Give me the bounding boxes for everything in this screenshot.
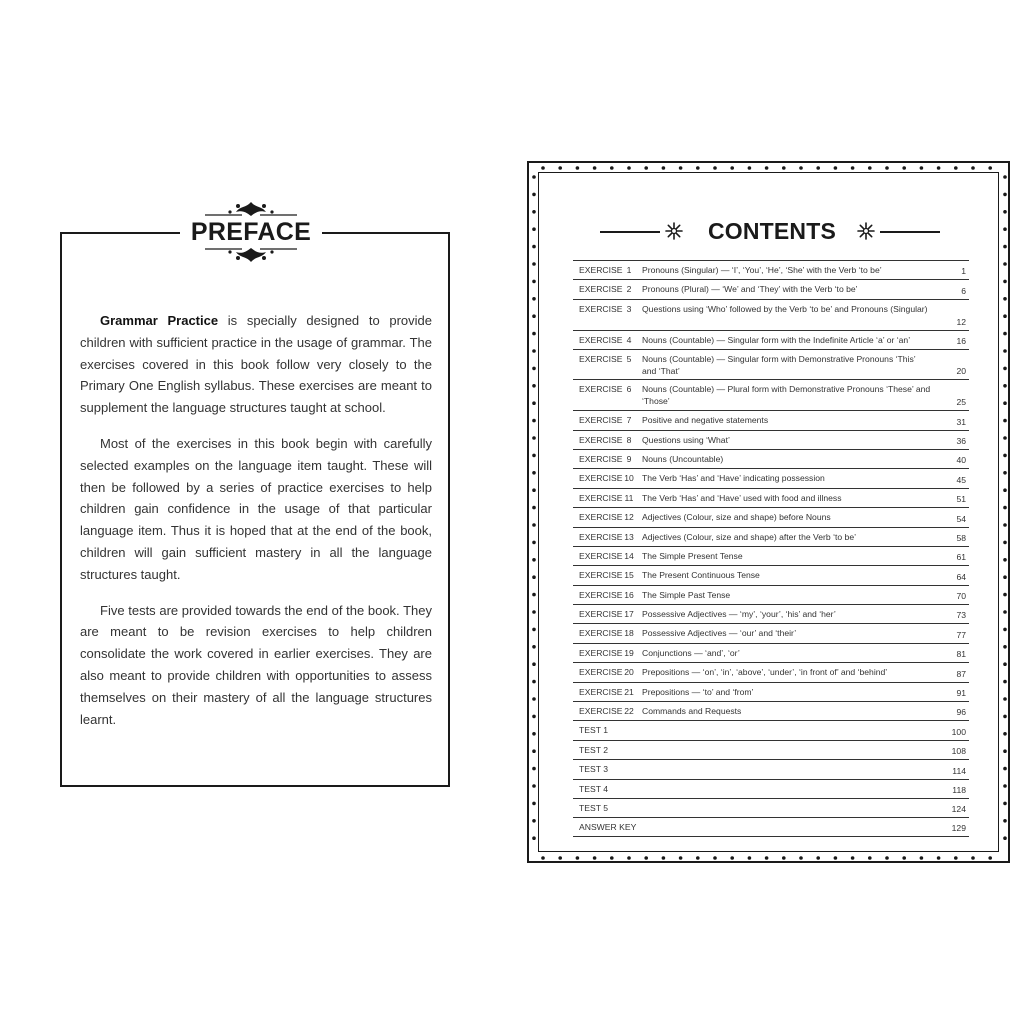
toc-entry-page: 108 xyxy=(951,746,966,757)
toc-entry-title: Conjunctions — ‘and’, ‘or’ xyxy=(642,647,740,658)
toc-entry-page: 114 xyxy=(952,765,966,776)
toc-row xyxy=(573,604,969,623)
preface-paragraph xyxy=(80,310,432,419)
toc-row xyxy=(573,527,969,546)
toc-entry-page: 73 xyxy=(956,610,966,621)
toc-entry-label: EXERCISE xyxy=(579,453,623,464)
toc-entry-page: 45 xyxy=(956,474,966,485)
toc-entry-label: EXERCISE xyxy=(579,647,623,658)
heading-rule xyxy=(600,231,660,233)
toc-entry-number: 5 xyxy=(626,354,632,365)
toc-row xyxy=(573,330,969,349)
toc-entry-page: 58 xyxy=(956,532,966,543)
toc-entry-title: Prepositions — ‘on’, ‘in’, ‘above’, ‘under’, ‘in front of’ and ‘behind’ xyxy=(642,667,888,678)
toc-entry-title: The Present Continuous Tense xyxy=(642,570,760,581)
toc-entry-number: 15 xyxy=(624,570,634,581)
toc-entry-label: EXERCISE xyxy=(579,265,623,275)
toc-entry-number: 14 xyxy=(624,550,634,561)
toc-entry-label: EXERCISE xyxy=(579,303,623,314)
toc-entry-label: TEST 4 xyxy=(579,783,608,794)
toc-entry-page: 77 xyxy=(956,629,966,640)
toc-entry-page: 87 xyxy=(956,668,966,679)
toc-row xyxy=(573,565,969,584)
toc-entry-number: 12 xyxy=(624,512,634,523)
toc-entry-title: Positive and negative statements xyxy=(642,415,769,426)
toc-entry-title: Prepositions — ‘to’ and ‘from’ xyxy=(642,686,754,697)
toc-entry-number: 17 xyxy=(624,609,634,620)
toc-entry-page: 16 xyxy=(956,336,966,347)
toc-row xyxy=(573,701,969,720)
flourish-ornament-icon xyxy=(180,200,322,218)
toc-entry-number: 20 xyxy=(624,667,634,678)
toc-entry-page: 61 xyxy=(956,552,966,563)
toc-row xyxy=(573,449,969,468)
toc-entry-page: 31 xyxy=(956,416,966,427)
toc-entry-title: Pronouns (Plural) — ‘We’ and ‘They’ with the Verb ‘to be’ xyxy=(642,284,858,295)
toc-entry-label: EXERCISE xyxy=(579,384,623,395)
contents-table xyxy=(573,260,969,837)
toc-entry-title: Adjectives (Colour, size and shape) after the Verb ‘to be’ xyxy=(642,531,857,542)
toc-entry-title: Questions using ‘What’ xyxy=(642,434,730,445)
toc-entry-page: 40 xyxy=(956,455,966,466)
toc-row xyxy=(573,488,969,507)
toc-row xyxy=(573,430,969,449)
heading-rule xyxy=(880,231,940,233)
toc-entry-page: 91 xyxy=(956,688,966,699)
toc-entry-label: ANSWER KEY xyxy=(579,822,637,833)
toc-entry-title: The Simple Present Tense xyxy=(642,550,743,561)
toc-row xyxy=(573,759,969,778)
toc-row xyxy=(573,260,969,279)
toc-entry-number: 16 xyxy=(624,589,634,600)
contents-title: CONTENTS xyxy=(707,218,837,244)
toc-entry-label: EXERCISE xyxy=(579,706,623,717)
toc-entry-number: 6 xyxy=(626,384,632,395)
toc-entry-number: 4 xyxy=(626,334,632,345)
toc-entry-title: Commands and Requests xyxy=(642,706,742,717)
preface-paragraph-text: is specially designed to provide children with sufficient practice in the usage of grammar. The exercises covered in this book follow very closely to the Primary One English syllabus. These exercises are meant to supplement the language structures taught at school. xyxy=(80,313,432,416)
toc-entry-title: Nouns (Uncountable) xyxy=(642,453,724,464)
toc-entry-label: EXERCISE xyxy=(579,570,623,581)
toc-row xyxy=(573,740,969,759)
flourish-ornament-icon xyxy=(180,246,322,264)
toc-entry-number: 19 xyxy=(624,647,634,658)
toc-row xyxy=(573,507,969,526)
preface-title: PREFACE xyxy=(190,218,312,246)
toc-entry-title: Adjectives (Colour, size and shape) before Nouns xyxy=(642,512,831,523)
toc-entry-label: TEST 5 xyxy=(579,802,608,813)
toc-row xyxy=(573,662,969,681)
toc-entry-number: 11 xyxy=(624,492,634,503)
toc-entry-label: EXERCISE xyxy=(579,628,623,639)
snowflake-ornament-icon xyxy=(856,221,876,241)
preface-body xyxy=(80,310,432,744)
toc-entry-title: Possessive Adjectives — ‘our’ and ‘their’ xyxy=(642,628,797,639)
toc-entry-label: EXERCISE xyxy=(579,512,623,523)
toc-entry-title: Nouns (Countable) — Plural form with Demonstrative Pronouns ‘These’ and ‘Those’ xyxy=(642,384,931,406)
toc-entry-label: EXERCISE xyxy=(579,473,623,484)
toc-entry-label: EXERCISE xyxy=(579,434,623,445)
toc-row xyxy=(573,798,969,817)
snowflake-ornament-icon xyxy=(664,221,684,241)
toc-entry-label: EXERCISE xyxy=(579,667,623,678)
toc-entry-page: 96 xyxy=(956,707,966,718)
toc-entry-page: 25 xyxy=(956,397,966,408)
toc-entry-page: 51 xyxy=(956,494,966,505)
toc-entry-label: EXERCISE xyxy=(579,284,623,295)
toc-row xyxy=(573,379,969,410)
toc-entry-label: EXERCISE xyxy=(579,589,623,600)
contents-heading xyxy=(600,213,940,249)
preface-paragraph-text: Five tests are provided towards the end of the book. They are meant to be revision exercises to help children consolidate the work covered in earlier exercises. They are also meant to provide children with opportunities to assess themselves on their mastery of all the language structures learnt. xyxy=(80,602,432,727)
preface-paragraph xyxy=(80,433,432,586)
toc-entry-number: 9 xyxy=(626,453,632,464)
toc-entry-number: 21 xyxy=(624,686,634,697)
toc-entry-page: 20 xyxy=(956,366,966,377)
toc-entry-label: EXERCISE xyxy=(579,609,623,620)
toc-entry-title: Questions using ‘Who’ followed by the Verb ‘to be’ and Pronouns (Singular) xyxy=(642,303,928,314)
toc-row xyxy=(573,546,969,565)
toc-entry-page: 64 xyxy=(956,571,966,582)
toc-entry-label: EXERCISE xyxy=(579,531,623,542)
toc-row xyxy=(573,682,969,701)
toc-entry-page: 54 xyxy=(956,513,966,524)
toc-entry-number: 3 xyxy=(626,303,632,314)
toc-row xyxy=(573,720,969,739)
toc-entry-title: Nouns (Countable) — Singular form with Demonstrative Pronouns ‘This’ and ‘That’ xyxy=(642,354,916,376)
toc-entry-page: 118 xyxy=(952,784,966,795)
toc-entry-number: 13 xyxy=(624,531,634,542)
toc-entry-number: 2 xyxy=(626,284,632,295)
toc-entry-label: EXERCISE xyxy=(579,550,623,561)
book-title-bold: Grammar Practice xyxy=(100,313,219,328)
toc-entry-label: EXERCISE xyxy=(579,492,623,503)
toc-entry-label: EXERCISE xyxy=(579,686,623,697)
toc-entry-label: TEST 3 xyxy=(579,764,608,775)
toc-entry-number: 18 xyxy=(624,628,634,639)
toc-entry-number: 7 xyxy=(626,415,632,426)
toc-entry-title: The Simple Past Tense xyxy=(642,589,731,600)
toc-entry-title: Nouns (Countable) — Singular form with the Indefinite Article ‘a’ or ‘an’ xyxy=(642,334,911,345)
toc-entry-label: TEST 1 xyxy=(579,725,608,736)
preface-paragraph xyxy=(80,600,432,731)
toc-entry-number: 1 xyxy=(626,265,632,275)
toc-row xyxy=(573,643,969,662)
toc-entry-title: Possessive Adjectives — ‘my’, ‘your’, ‘his’ and ‘her’ xyxy=(642,609,836,620)
toc-row xyxy=(573,623,969,642)
toc-entry-page: 1 xyxy=(961,266,966,277)
toc-entry-page: 129 xyxy=(951,822,966,833)
preface-paragraph-text: Most of the exercises in this book begin with carefully selected examples on the language item taught. These will then be followed by a series of practice exercises to help children gain confidence in the usage of that particular language item. Thus it is hoped that at the end of the book, children will gain sufficient mastery in all the language structures taught. xyxy=(80,435,432,582)
toc-entry-page: 70 xyxy=(956,591,966,602)
toc-entry-page: 36 xyxy=(956,435,966,446)
toc-entry-page: 100 xyxy=(951,726,966,737)
toc-row xyxy=(573,279,969,298)
preface-heading xyxy=(180,200,322,266)
toc-entry-page: 81 xyxy=(956,649,966,660)
toc-entry-label: EXERCISE xyxy=(579,334,623,345)
toc-entry-label: EXERCISE xyxy=(579,354,623,365)
toc-row xyxy=(573,410,969,429)
toc-row xyxy=(573,817,969,836)
toc-entry-number: 8 xyxy=(626,434,632,445)
toc-entry-title: The Verb ‘Has’ and ‘Have’ indicating possession xyxy=(642,473,825,484)
toc-row xyxy=(573,585,969,604)
toc-row xyxy=(573,779,969,798)
toc-row xyxy=(573,349,969,379)
toc-entry-number: 22 xyxy=(624,706,634,717)
toc-entry-label: EXERCISE xyxy=(579,415,623,426)
toc-row xyxy=(573,468,969,487)
toc-row xyxy=(573,299,969,330)
toc-entry-label: TEST 2 xyxy=(579,744,608,755)
toc-entry-page: 12 xyxy=(956,316,966,327)
toc-entry-page: 124 xyxy=(951,804,966,815)
toc-entry-page: 6 xyxy=(961,285,966,296)
toc-entry-number: 10 xyxy=(624,473,634,484)
toc-entry-title: The Verb ‘Has’ and ‘Have’ used with food and illness xyxy=(642,492,842,503)
toc-entry-title: Pronouns (Singular) — ‘I’, ‘You’, ‘He’, ‘She’ with the Verb ‘to be’ xyxy=(642,265,882,275)
